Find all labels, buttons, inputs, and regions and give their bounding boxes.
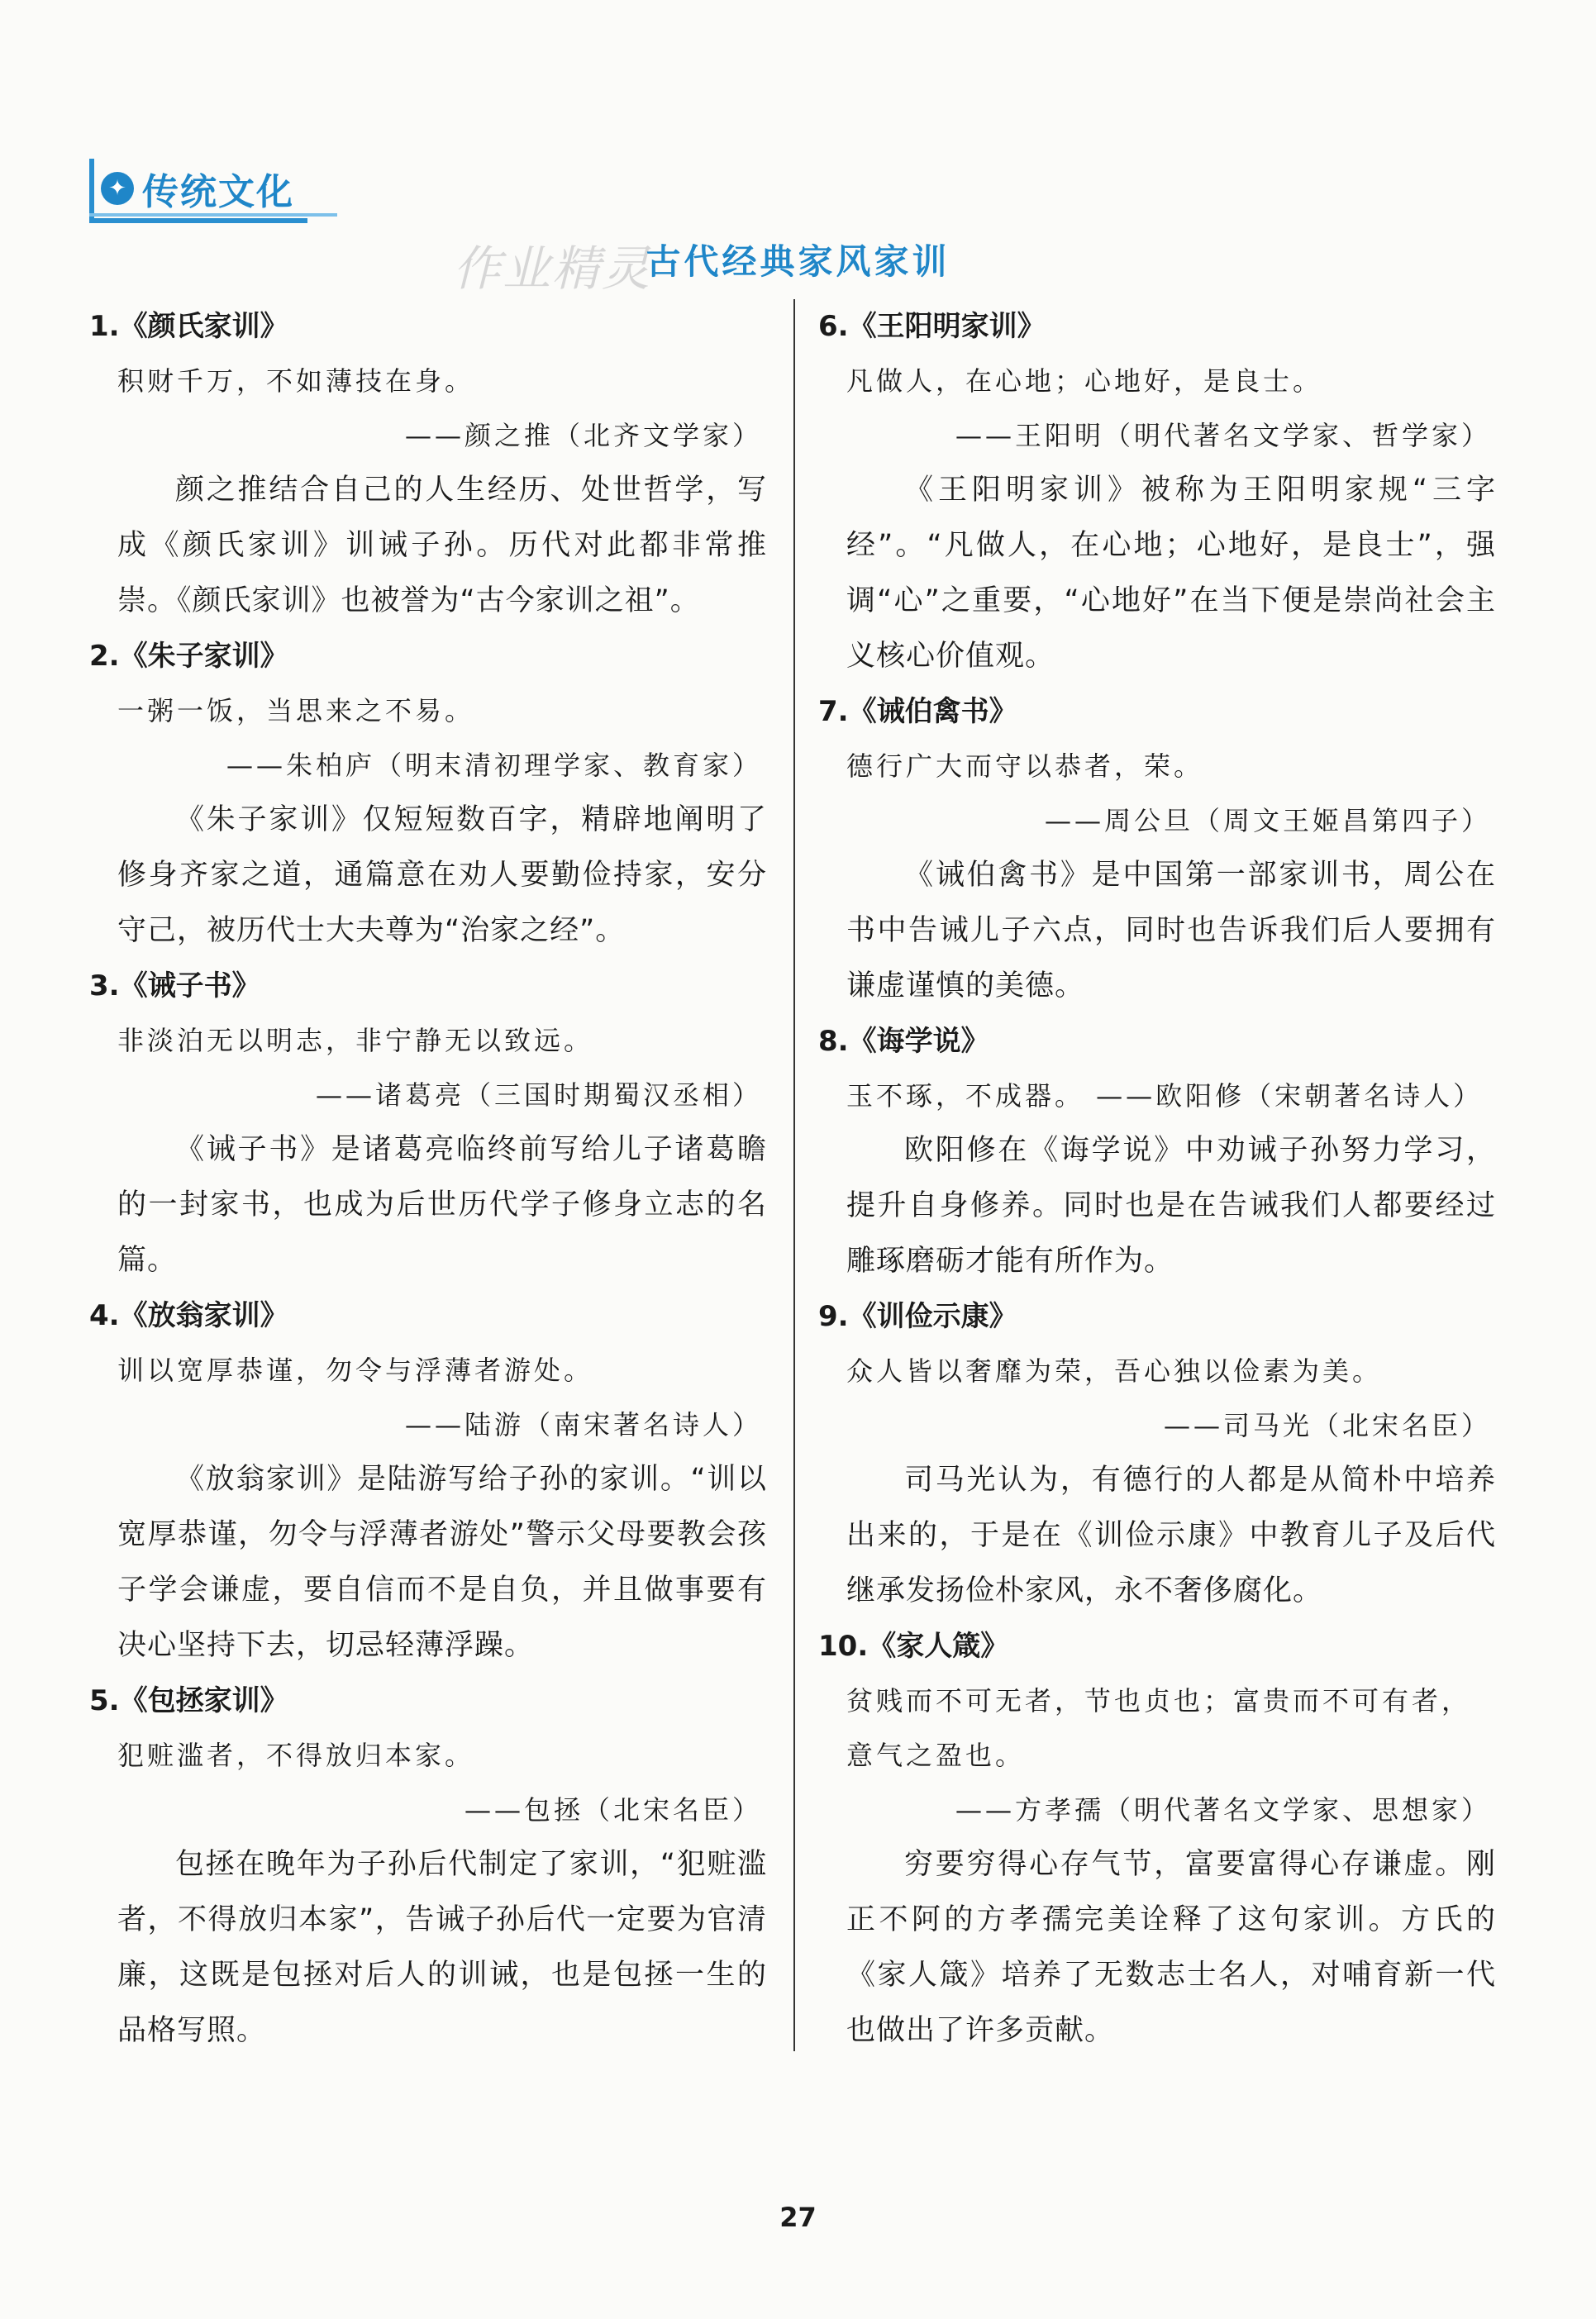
entry	[89, 299, 767, 629]
entry-title: 1.《颜氏家训》	[89, 310, 288, 343]
entry-author: ——司马光（北宋名臣）	[1163, 1410, 1491, 1441]
entry-quote: 玉不琢，不成器。 ——欧阳修（宋朝著名诗人）	[846, 1080, 1484, 1112]
book-icon: ✦	[101, 172, 134, 205]
entry	[818, 1014, 1496, 1289]
entry-quote: 非淡泊无以明志，非宁静无以致远。	[117, 1025, 594, 1056]
entry-title: 6.《王阳明家训》	[818, 310, 1046, 343]
entry-title: 2.《朱子家训》	[89, 640, 288, 673]
entry-author: ——方孝孺（明代著名文学家、思想家）	[955, 1794, 1491, 1826]
entry-explanation: 包拯在晚年为子孙后代制定了家训，“犯赃滥者，不得放归本家”，告诫子孙后代一定要为官清廉，这既是包拯对后人的训诫，也是包拯一生的品格写照。	[117, 1848, 767, 2047]
entry-author: ——朱柏庐（明末清初理学家、教育家）	[226, 750, 762, 781]
entry-author: ——包拯（北宋名臣）	[464, 1794, 762, 1826]
entry-title: 9.《训俭示康》	[818, 1300, 1017, 1333]
entry-quote: 训以宽厚恭谨，勿令与浮薄者游处。	[117, 1355, 594, 1386]
entry	[818, 299, 1496, 684]
entry	[89, 629, 767, 959]
entry-explanation: 《诫子书》是诸葛亮临终前写给儿子诸葛瞻的一封家书，也成为后世历代学子修身立志的名篇。	[117, 1133, 767, 1277]
left-column	[89, 299, 767, 2059]
entry-explanation: 穷要穷得心存气节，富要富得心存谦虚。刚正不阿的方孝孺完美诠释了这句家训。方氏的《家人箴》培养了无数志士名人，对哺育新一代也做出了许多贡献。	[846, 1848, 1496, 2047]
entry-quote: 积财千万，不如薄技在身。	[117, 365, 475, 397]
entry-title: 4.《放翁家训》	[89, 1299, 288, 1332]
header-underline	[89, 213, 337, 217]
column-divider	[793, 299, 795, 2051]
entry-explanation: 《放翁家训》是陆游写给子孙的家训。“训以宽厚恭谨，勿令与浮薄者游处”警示父母要教会孩子学会谦虚，要自信而不是自负，并且做事要有决心坚持下去，切忌轻薄浮躁。	[117, 1463, 767, 1662]
entry	[818, 1289, 1496, 1619]
entry	[89, 1674, 767, 2059]
page-title: 古代经典家风家训	[646, 241, 950, 282]
entry-explanation: 《王阳明家训》被称为王阳明家规“三字经”。“凡做人，在心地；心地好，是良士”，强调“心”之重要，“心地好”在当下便是崇尚社会主义核心价值观。	[846, 474, 1496, 673]
entry-quote: 凡做人，在心地；心地好，是良士。	[846, 365, 1323, 397]
entry-author: ——王阳明（明代著名文学家、哲学家）	[955, 420, 1491, 451]
entry-explanation: 司马光认为，有德行的人都是从简朴中培养出来的，于是在《训俭示康》中教育儿子及后代继承发扬俭朴家风，永不奢侈腐化。	[846, 1464, 1496, 1607]
watermark: 作业精灵	[453, 240, 652, 297]
page-number: 27	[779, 2202, 817, 2233]
entry-quote: 一粥一饭，当思来之不易。	[117, 695, 475, 726]
entry-author: ——陆游（南宋著名诗人）	[404, 1409, 762, 1440]
entry	[818, 684, 1496, 1014]
entry-quote: 德行广大而守以恭者，荣。	[846, 750, 1204, 782]
entry	[89, 959, 767, 1288]
entry-author: ——颜之推（北齐文学家）	[404, 420, 762, 451]
right-column	[818, 299, 1496, 2059]
section-label: 传统文化	[142, 171, 294, 213]
entry-author: ——周公旦（周文王姬昌第四子）	[1044, 805, 1491, 836]
entry-explanation: 欧阳修在《诲学说》中劝诫子孙努力学习，提升自身修养。同时也是在告诫我们人都要经过雕琢磨砺才能有所作为。	[846, 1134, 1496, 1278]
entry-author: ——诸葛亮（三国时期蜀汉丞相）	[315, 1079, 762, 1111]
entry-explanation: 颜之推结合自己的人生经历、处世哲学，写成《颜氏家训》训诫子孙。历代对此都非常推崇。《颜氏家训》也被誉为“古今家训之祖”。	[117, 474, 767, 617]
entry	[818, 1619, 1496, 2059]
entry	[89, 1288, 767, 1674]
entry-explanation: 《诫伯禽书》是中国第一部家训书，周公在书中告诫儿子六点，同时也告诉我们后人要拥有谦虚谨慎的美德。	[846, 859, 1496, 1002]
entry-explanation: 《朱子家训》仅短短数百字，精辟地阐明了修身齐家之道，通篇意在劝人要勤俭持家，安分守己，被历代士大夫尊为“治家之经”。	[117, 803, 767, 947]
entry-title: 10.《家人箴》	[818, 1630, 1009, 1663]
entry-quote: 众人皆以奢靡为荣，吾心独以俭素为美。	[846, 1355, 1383, 1387]
entry-title: 5.《包拯家训》	[89, 1684, 288, 1717]
entry-quote: 贫贱而不可无者，节也贞也；富贵而不可有者，意气之盈也。	[846, 1685, 1472, 1771]
entry-title: 3.《诫子书》	[89, 969, 260, 1002]
entry-title: 8.《诲学说》	[818, 1025, 989, 1058]
entry-quote: 犯赃滥者，不得放归本家。	[117, 1740, 475, 1771]
entry-title: 7.《诫伯禽书》	[818, 695, 1017, 728]
